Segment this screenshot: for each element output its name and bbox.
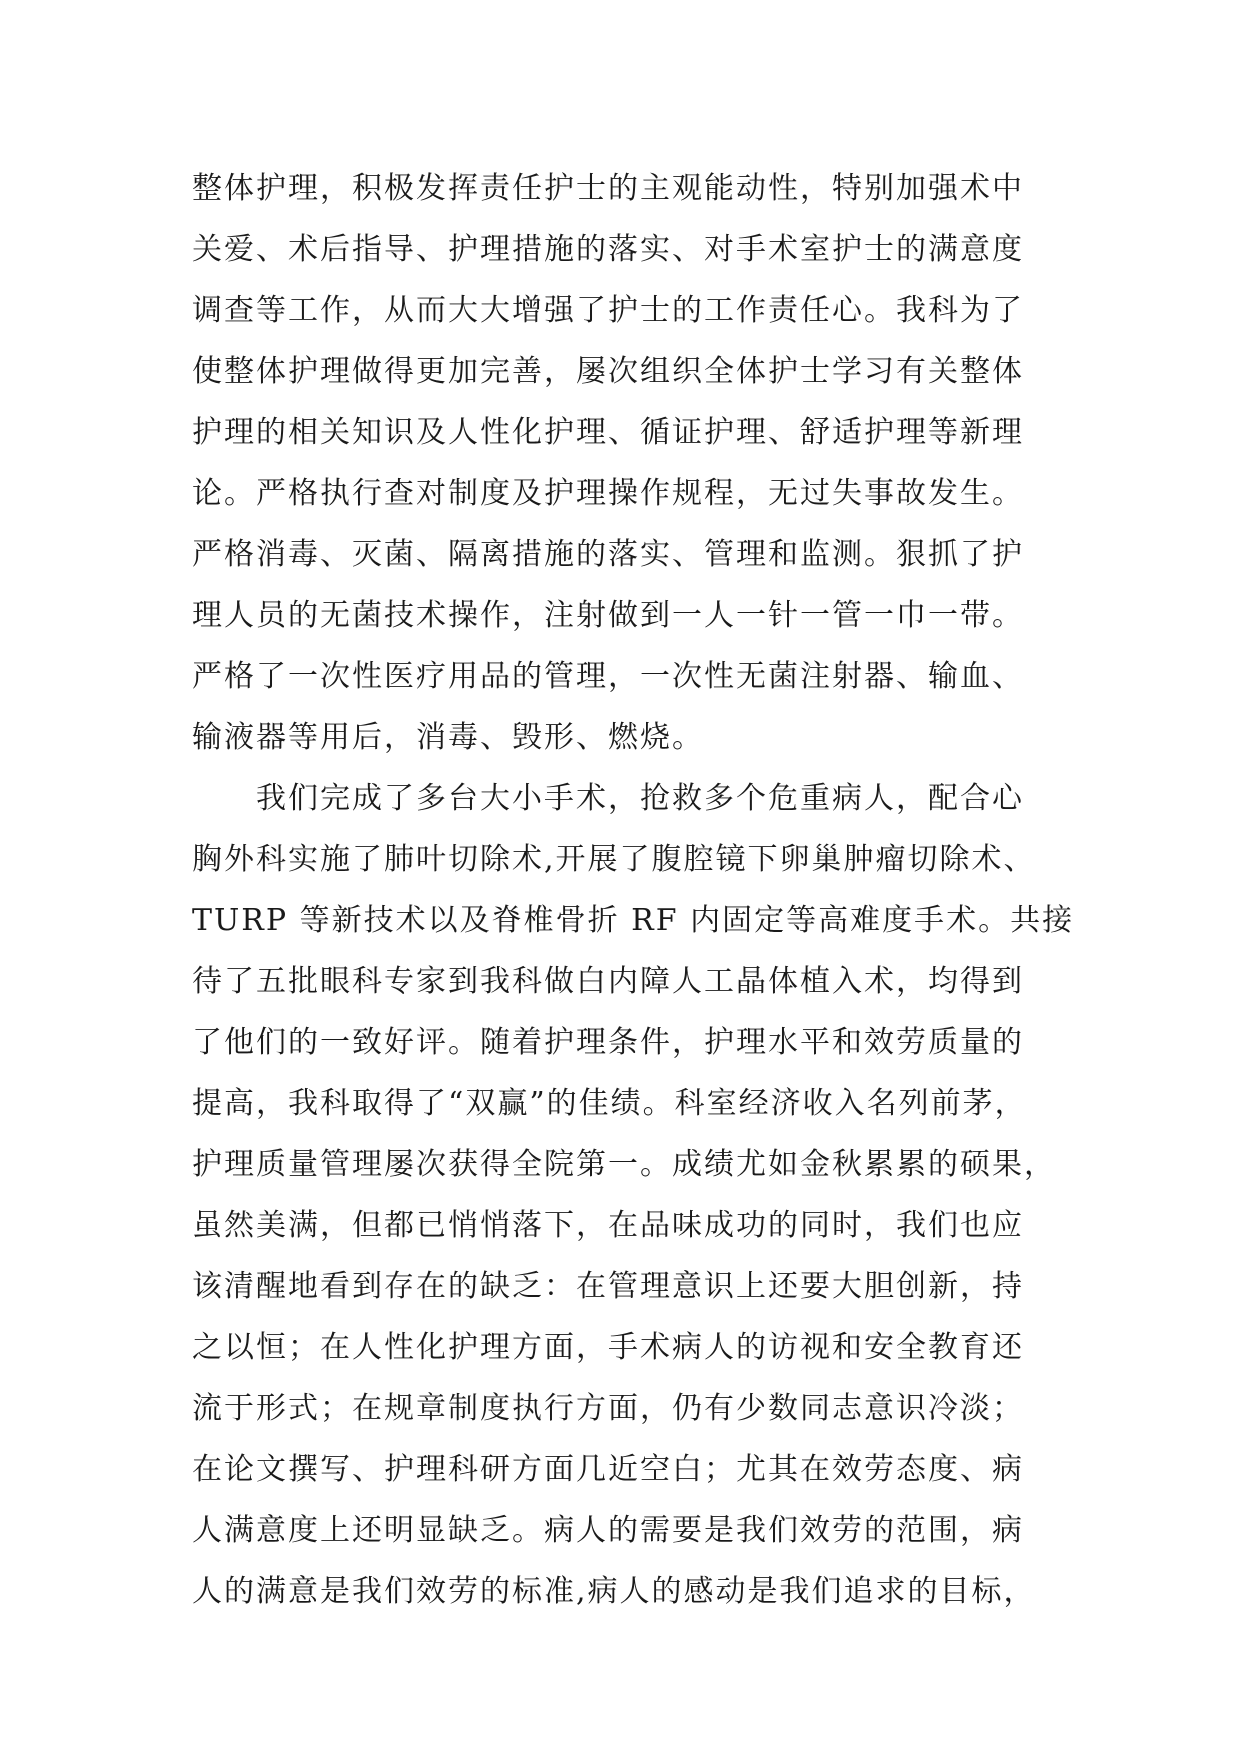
text-line: 流于形式；在规章制度执行方面，仍有少数同志意识冷淡； (192, 1391, 1024, 1426)
text-line: 之以恒；在人性化护理方面，手术病人的访视和安全教育还 (192, 1330, 1024, 1365)
text-line: 理人员的无菌技术操作，注射做到一人一针一管一巾一带。 (192, 598, 1024, 633)
text-line: 关爱、术后指导、护理措施的落实、对手术室护士的满意度 (192, 232, 1024, 267)
text-line: 护理质量管理屡次获得全院第一。成绩尤如金秋累累的硕果， (192, 1147, 1056, 1182)
text-line: 论。严格执行查对制度及护理操作规程，无过失事故发生。 (192, 476, 1024, 511)
text-line: 人满意度上还明显缺乏。病人的需要是我们效劳的范围，病 (192, 1513, 1024, 1548)
text-line: 人的满意是我们效劳的标准,病人的感动是我们追求的目标， (192, 1574, 1036, 1609)
text-line: 提高，我科取得了“双赢”的佳绩。科室经济收入名列前茅， (192, 1086, 1027, 1121)
text-line: 我们完成了多台大小手术，抢救多个危重病人，配合心 (256, 781, 1024, 816)
body-text (192, 158, 1075, 1622)
text-line: 了他们的一致好评。随着护理条件，护理水平和效劳质量的 (192, 1025, 1024, 1060)
text-line: 护理的相关知识及人性化护理、循证护理、舒适护理等新理 (192, 415, 1024, 450)
text-line: 在论文撰写、护理科研方面几近空白；尤其在效劳态度、病 (192, 1452, 1024, 1487)
text-line: 严格了一次性医疗用品的管理，一次性无菌注射器、输血、 (192, 659, 1024, 694)
text-line: 使整体护理做得更加完善，屡次组织全体护士学习有关整体 (192, 354, 1024, 389)
paragraph-1 (192, 158, 1072, 768)
text-line: 调查等工作，从而大大增强了护士的工作责任心。我科为了 (192, 293, 1024, 328)
text-line: 严格消毒、灭菌、隔离措施的落实、管理和监测。狠抓了护 (192, 537, 1024, 572)
text-line: 胸外科实施了肺叶切除术,开展了腹腔镜下卵巢肿瘤切除术、 (192, 842, 1036, 877)
paragraph-2 (192, 768, 1075, 1622)
text-line: 虽然美满，但都已悄悄落下，在品味成功的同时，我们也应 (192, 1208, 1024, 1243)
text-line: 待了五批眼科专家到我科做白内障人工晶体植入术，均得到 (192, 964, 1024, 999)
text-line: TURP 等新技术以及脊椎骨折 RF 内固定等高难度手术。共接 (192, 903, 1075, 938)
text-line: 整体护理，积极发挥责任护士的主观能动性，特别加强术中 (192, 171, 1024, 206)
text-line: 输液器等用后，消毒、毁形、燃烧。 (192, 720, 704, 755)
text-line: 该清醒地看到存在的缺乏：在管理意识上还要大胆创新，持 (192, 1269, 1024, 1304)
